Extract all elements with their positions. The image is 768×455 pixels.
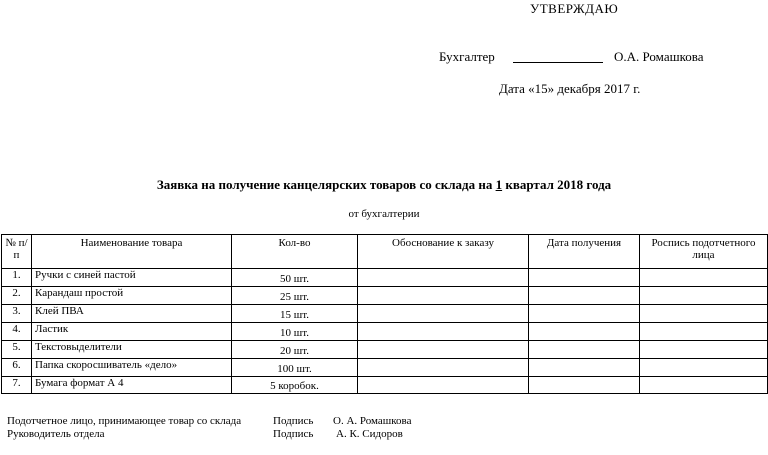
request-table bbox=[1, 234, 768, 394]
cell-qty: 25 шт. bbox=[232, 287, 358, 305]
cell-qty: 50 шт. bbox=[232, 269, 358, 287]
cell-reason bbox=[358, 305, 529, 323]
cell-signature bbox=[640, 359, 768, 377]
title-prefix: Заявка на получение канцелярских товаров со склада на bbox=[156, 177, 496, 192]
table-row bbox=[2, 359, 768, 377]
col-header-qty: Кол-во bbox=[232, 235, 358, 269]
cell-date bbox=[529, 341, 640, 359]
approve-heading: УТВЕРЖДАЮ bbox=[530, 1, 619, 16]
col-header-num: № п/п bbox=[2, 235, 32, 269]
cell-signature bbox=[640, 305, 768, 323]
cell-signature bbox=[640, 287, 768, 305]
cell-name: Папка скоросшиватель «дело» bbox=[32, 359, 232, 377]
document-title bbox=[0, 177, 768, 193]
accountant-label: Бухгалтер bbox=[439, 49, 495, 64]
cell-num: 2. bbox=[2, 287, 32, 305]
cell-date bbox=[529, 377, 640, 394]
cell-signature bbox=[640, 323, 768, 341]
cell-signature bbox=[640, 269, 768, 287]
document-subtitle: от бухгалтерии bbox=[348, 208, 420, 220]
footer-recipient-name: О. А. Ромашкова bbox=[333, 415, 412, 427]
footer-recipient-sign: Подпись bbox=[273, 415, 314, 427]
col-header-date: Дата получения bbox=[529, 235, 640, 269]
cell-name: Бумага формат А 4 bbox=[32, 377, 232, 394]
cell-date bbox=[529, 305, 640, 323]
cell-num: 3. bbox=[2, 305, 32, 323]
table-row bbox=[2, 323, 768, 341]
cell-signature bbox=[640, 341, 768, 359]
footer-head-sign: Подпись bbox=[273, 428, 314, 440]
cell-num: 1. bbox=[2, 269, 32, 287]
cell-name: Ластик bbox=[32, 323, 232, 341]
title-quarter: 1 bbox=[495, 177, 503, 192]
table-row bbox=[2, 269, 768, 287]
cell-qty: 100 шт. bbox=[232, 359, 358, 377]
cell-reason bbox=[358, 341, 529, 359]
footer-recipient-label: Подотчетное лицо, принимающее товар со склада bbox=[7, 415, 242, 427]
cell-num: 4. bbox=[2, 323, 32, 341]
title-suffix: квартал 2018 года bbox=[502, 177, 612, 192]
cell-date bbox=[529, 359, 640, 377]
table-row bbox=[2, 377, 768, 394]
accountant-name: О.А. Ромашкова bbox=[614, 49, 704, 64]
cell-signature bbox=[640, 377, 768, 394]
cell-reason bbox=[358, 287, 529, 305]
cell-date bbox=[529, 269, 640, 287]
approval-date: Дата «15» декабря 2017 г. bbox=[499, 81, 641, 96]
table-header-row bbox=[2, 235, 768, 269]
cell-num: 6. bbox=[2, 359, 32, 377]
cell-qty: 5 коробок. bbox=[232, 377, 358, 394]
cell-name: Текстовыделители bbox=[32, 341, 232, 359]
cell-reason bbox=[358, 377, 529, 394]
cell-reason bbox=[358, 359, 529, 377]
footer-head-label: Руководитель отдела bbox=[7, 428, 105, 440]
col-header-signature: Роспись подотчетного лица bbox=[640, 235, 768, 269]
footer-head-name: А. К. Сидоров bbox=[336, 428, 403, 440]
cell-qty: 20 шт. bbox=[232, 341, 358, 359]
cell-date bbox=[529, 323, 640, 341]
cell-name: Карандаш простой bbox=[32, 287, 232, 305]
cell-num: 5. bbox=[2, 341, 32, 359]
table-row bbox=[2, 341, 768, 359]
cell-date bbox=[529, 287, 640, 305]
col-header-reason: Обоснование к заказу bbox=[358, 235, 529, 269]
cell-reason bbox=[358, 323, 529, 341]
cell-qty: 15 шт. bbox=[232, 305, 358, 323]
cell-name: Клей ПВА bbox=[32, 305, 232, 323]
col-header-name: Наименование товара bbox=[32, 235, 232, 269]
cell-name: Ручки с синей пастой bbox=[32, 269, 232, 287]
table-row bbox=[2, 305, 768, 323]
signature-line bbox=[513, 62, 603, 63]
table-row bbox=[2, 287, 768, 305]
cell-qty: 10 шт. bbox=[232, 323, 358, 341]
cell-reason bbox=[358, 269, 529, 287]
cell-num: 7. bbox=[2, 377, 32, 394]
